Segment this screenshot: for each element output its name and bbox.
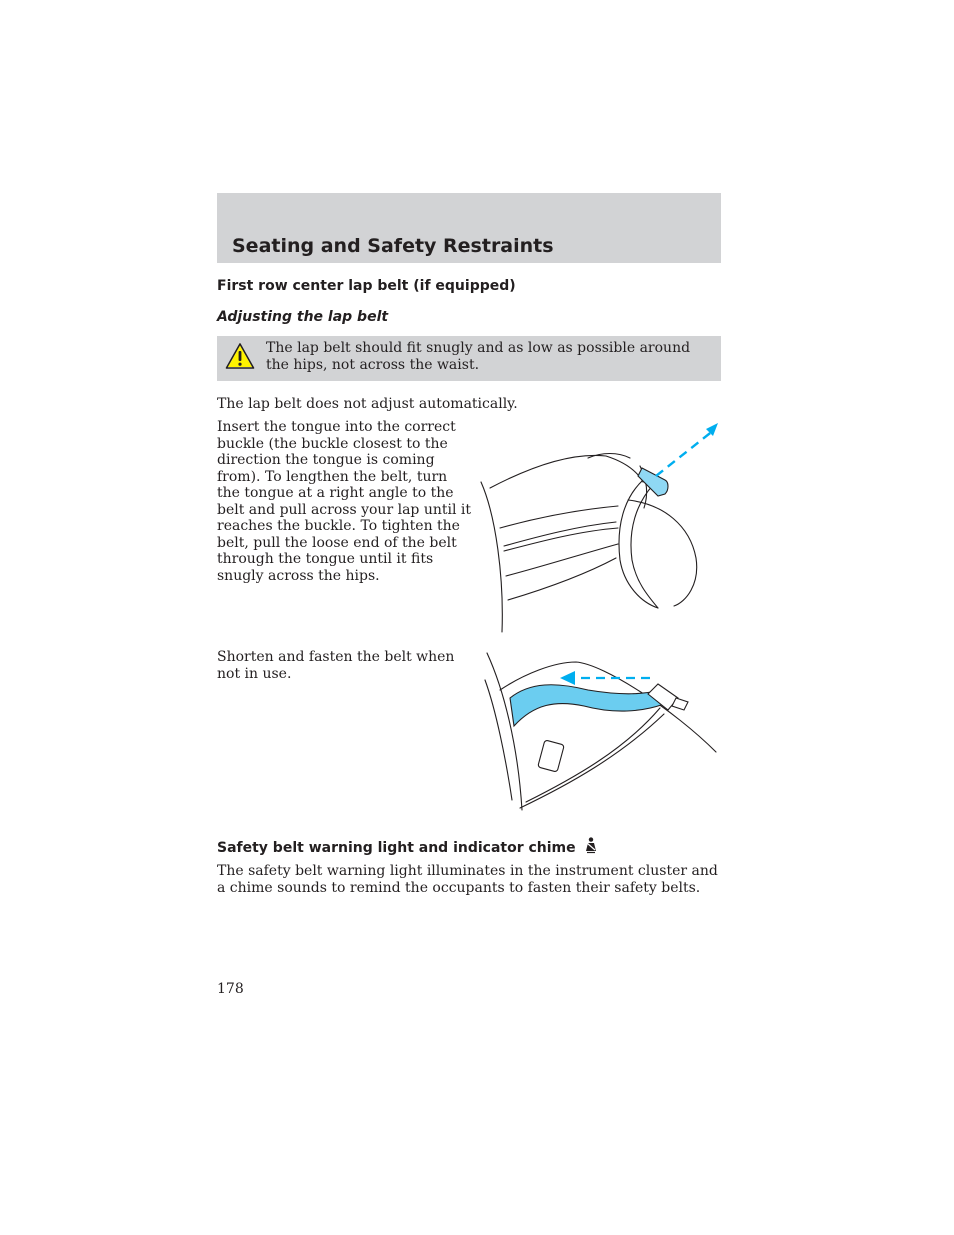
- subheading-adjusting-lap-belt: Adjusting the lap belt: [217, 309, 389, 325]
- section-heading-warning-light: [217, 837, 598, 856]
- section-heading-center-lap-belt: First row center lap belt (if equipped): [217, 278, 516, 294]
- lengthen-belt-illustration: [478, 418, 724, 636]
- paragraph-warning-light: The safety belt warning light illuminates in the instrument cluster and a chime sounds to remind the occupants to fasten their safety belts.: [217, 863, 718, 896]
- paragraph-shorten: Shorten and fasten the belt when not in use.: [217, 649, 455, 682]
- page-title: Seating and Safety Restraints: [232, 235, 554, 257]
- warning-text: The lap belt should fit snugly and as low as possible around the hips, not across the waist.: [266, 340, 691, 373]
- shorten-belt-illustration: [484, 650, 724, 815]
- paragraph-insert-tongue: Insert the tongue into the correct buckle (the buckle closest to the direction the tongue is coming from). To lengthen the belt, turn the tongue at a right angle to the belt and pull across your lap until it reaches the buckle. To tighten the belt, pull the loose end of the belt through the tongue until it fits snugly across the hips.: [217, 419, 471, 584]
- warning-box: [217, 336, 721, 381]
- page-number: 178: [217, 981, 244, 997]
- paragraph-no-adjust: The lap belt does not adjust automatically.: [217, 396, 518, 412]
- warning-triangle-icon: [225, 342, 255, 370]
- warning-light-heading-text: Safety belt warning light and indicator chime: [217, 840, 576, 856]
- header-band: [217, 193, 721, 263]
- seatbelt-person-icon: [584, 837, 598, 854]
